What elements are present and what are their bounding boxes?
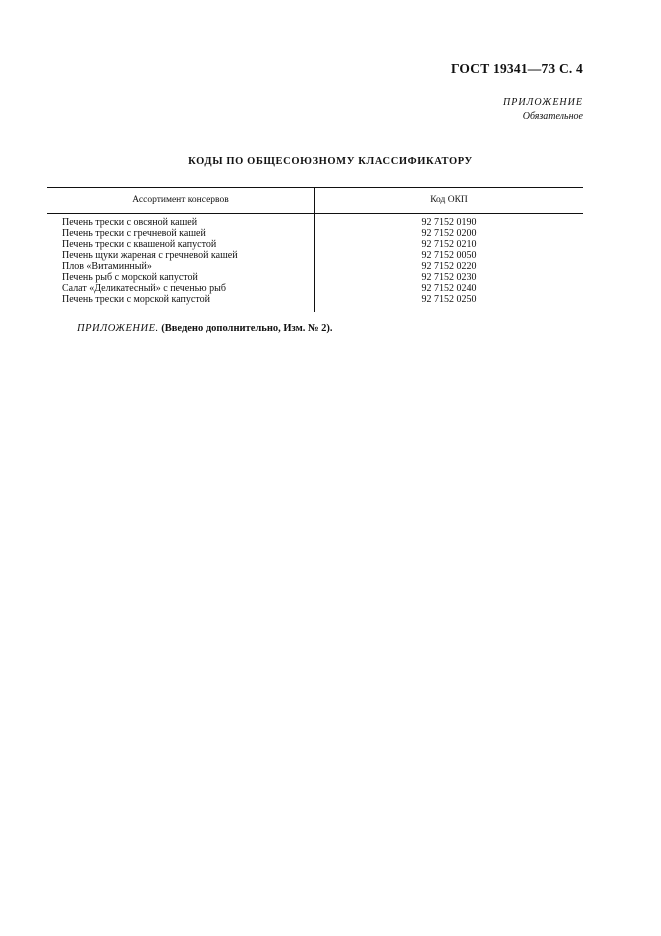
section-title: КОДЫ ПО ОБЩЕСОЮЗНОМУ КЛАССИФИКАТОРУ	[188, 156, 473, 167]
code-cell: 92 7152 0220	[421, 261, 477, 272]
column-header-assortment: Ассортимент консервов	[47, 188, 315, 214]
table-row	[47, 214, 583, 229]
amendment-note	[77, 323, 333, 334]
code-cell: 92 7152 0210	[421, 239, 477, 250]
column-header-okp-code: Код ОКП	[315, 188, 584, 214]
table-row	[47, 272, 583, 283]
product-cell: Печень трески с гречневой кашей	[47, 228, 315, 239]
table-row	[47, 261, 583, 272]
product-cell: Плов «Витаминный»	[47, 261, 315, 272]
code-cell: 92 7152 0190	[421, 217, 477, 228]
amendment-note-body: (Введено дополнительно, Изм. № 2).	[161, 323, 333, 334]
page-header-standard: ГОСТ 19341—73 С. 4	[450, 61, 583, 76]
code-cell: 92 7152 0230	[421, 272, 477, 283]
appendix-subtitle: Обязательное	[522, 111, 583, 122]
product-cell: Печень щуки жареная с гречневой кашей	[47, 250, 315, 261]
product-cell: Печень трески с овсяной кашей	[47, 214, 315, 229]
classifier-codes-table	[47, 187, 583, 312]
table-row	[47, 239, 583, 250]
product-cell: Печень трески с морской капустой	[47, 294, 315, 312]
table-header-row	[47, 188, 583, 214]
product-cell: Салат «Деликатесный» с печенью рыб	[47, 283, 315, 294]
code-cell: 92 7152 0250	[421, 294, 477, 305]
amendment-note-prefix: ПРИЛОЖЕНИЕ.	[77, 323, 159, 334]
appendix-block	[503, 96, 583, 124]
table-row	[47, 250, 583, 261]
product-cell: Печень трески с квашеной капустой	[47, 239, 315, 250]
table-row	[47, 283, 583, 294]
table-row	[47, 228, 583, 239]
code-cell: 92 7152 0200	[421, 228, 477, 239]
code-cell: 92 7152 0050	[421, 250, 477, 261]
code-cell: 92 7152 0240	[421, 283, 477, 294]
product-cell: Печень рыб с морской капустой	[47, 272, 315, 283]
appendix-title: ПРИЛОЖЕНИЕ	[503, 97, 583, 108]
table-row	[47, 294, 583, 312]
